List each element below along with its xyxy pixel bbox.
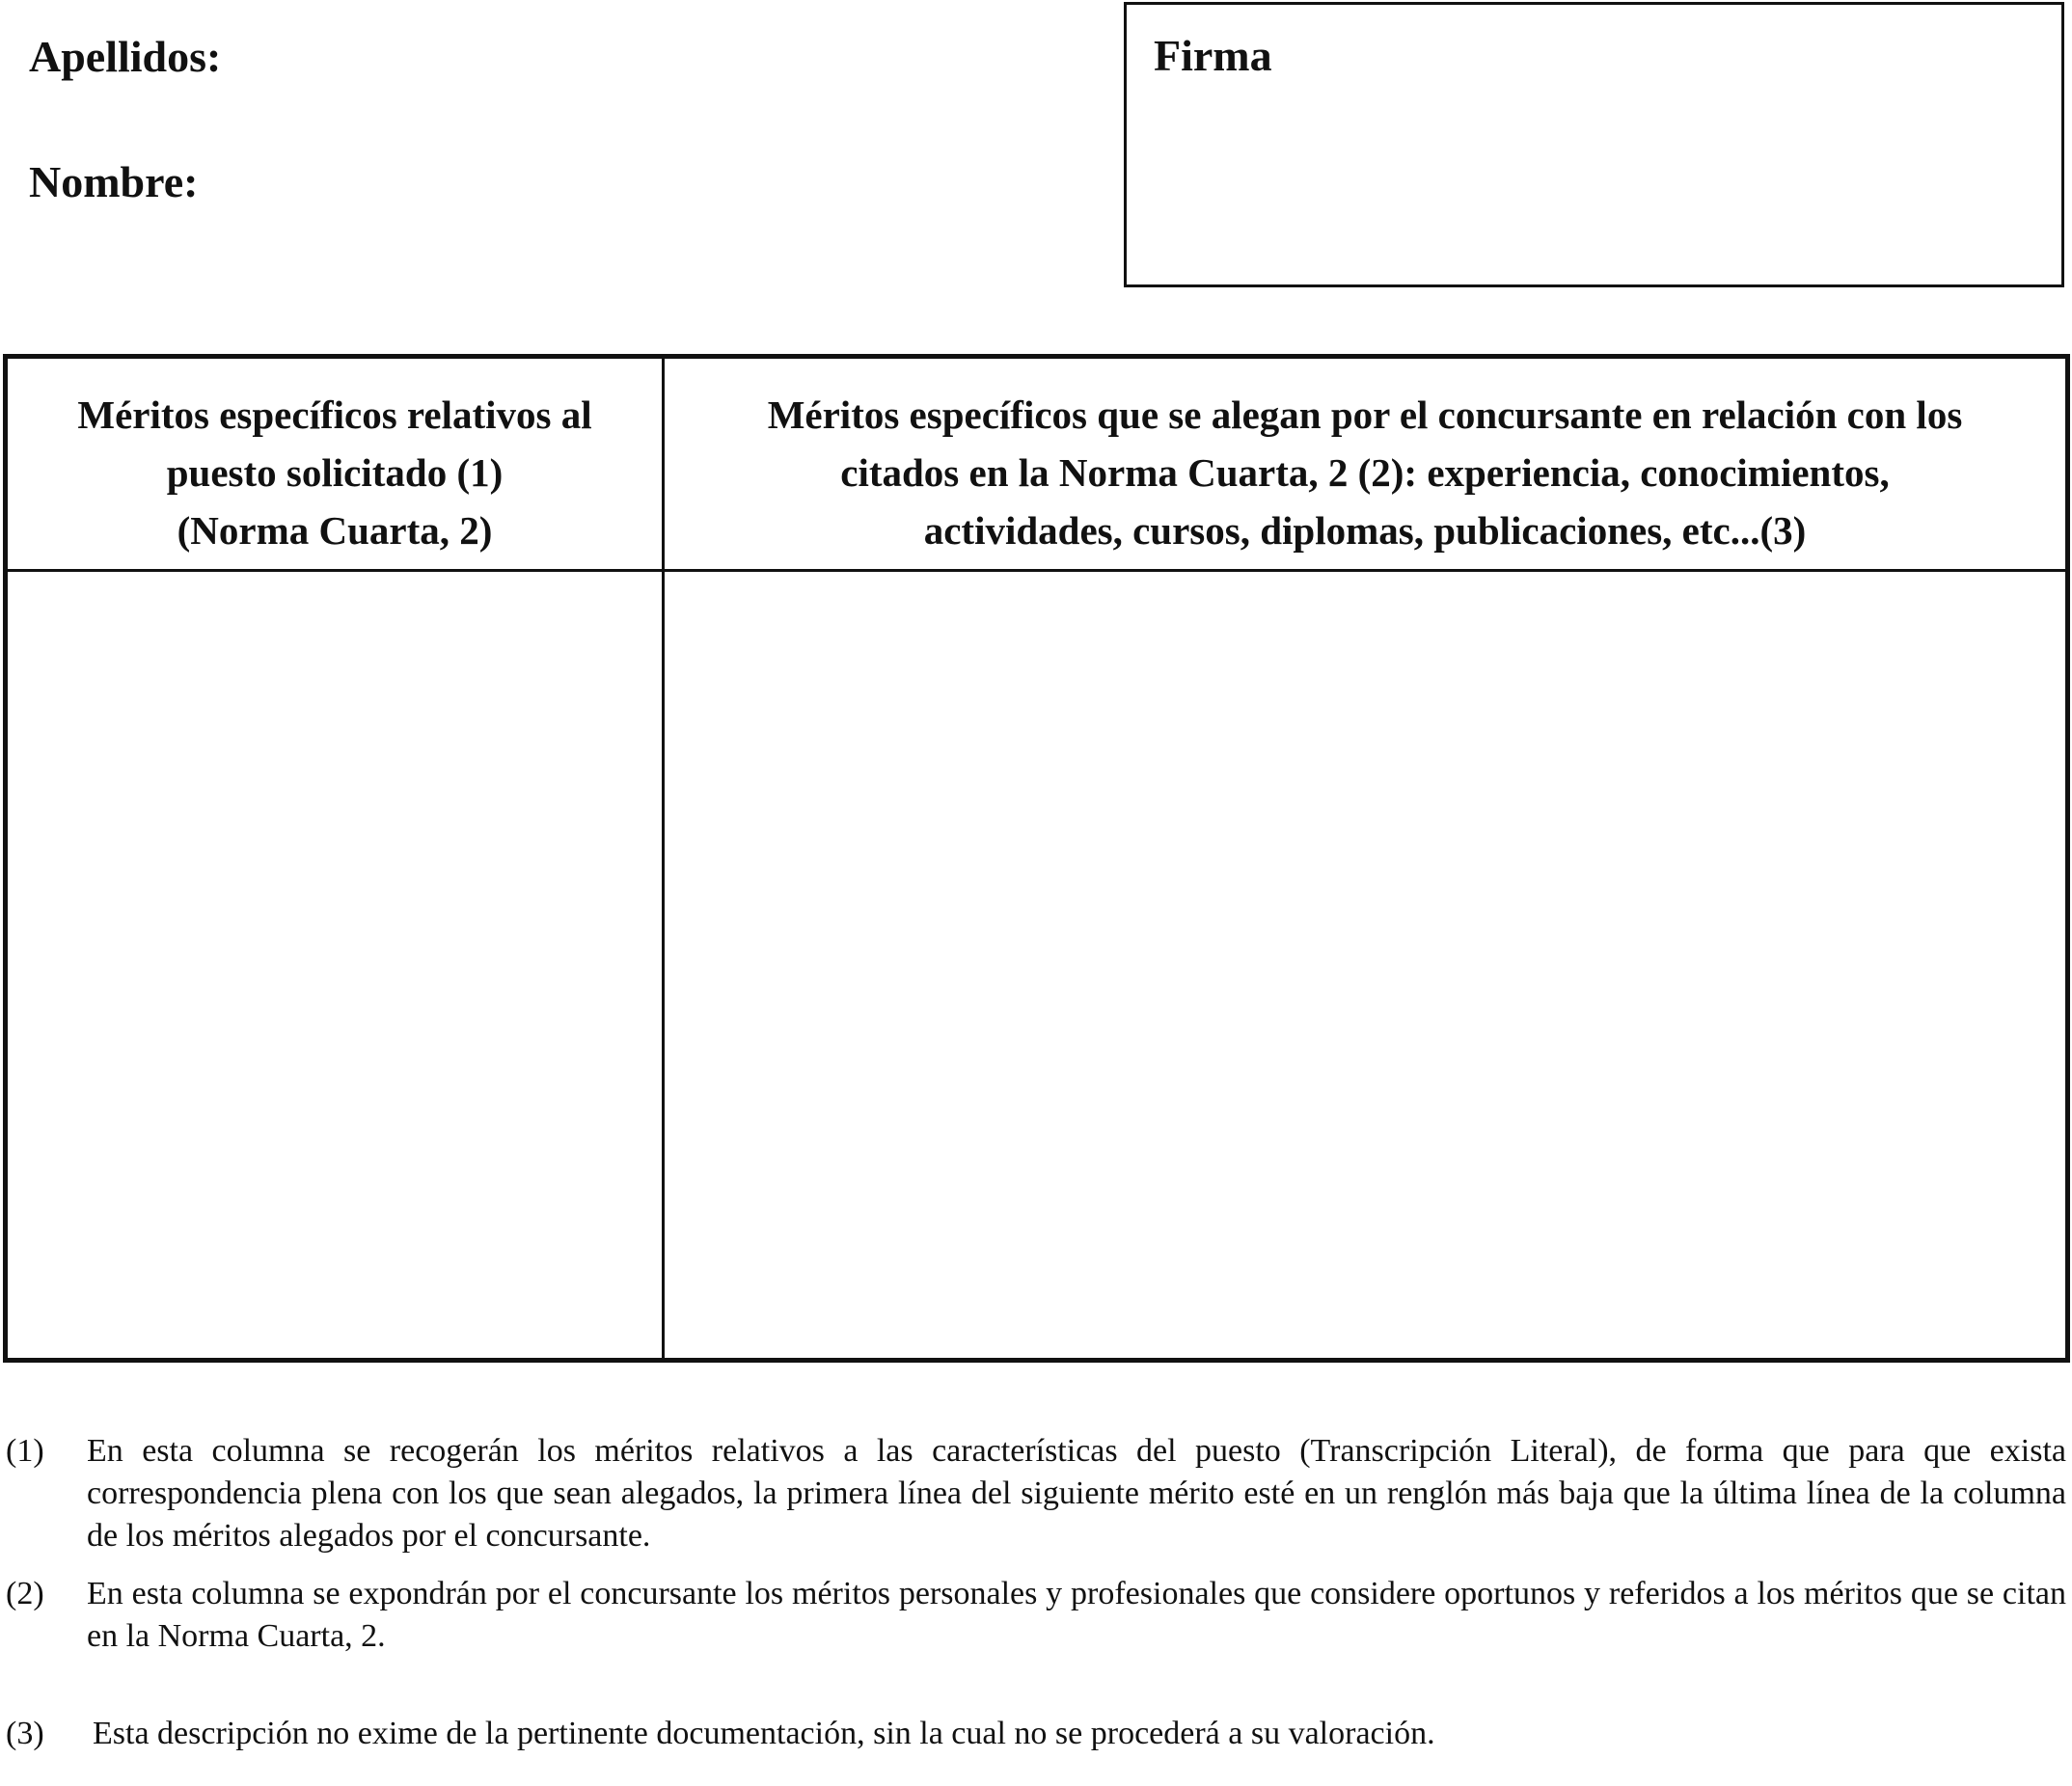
footnote-1: [6, 1430, 2066, 1557]
merits-table: [3, 354, 2070, 1363]
footnote-text: En esta columna se recogerán los méritos relativos a las características del puesto (Transcripción Literal), de forma que para que exista correspondencia plena con los que sean alegados, la primera línea del siguiente mérito esté en un renglón más baja que la última línea de la columna de los méritos alegados por el concursante.: [87, 1433, 2066, 1554]
footnote-text: En esta columna se expondrán por el concursante los méritos personales y profesionales que considere oportunos y referidos a los méritos que se citan en la Norma Cuarta, 2.: [87, 1576, 2066, 1654]
col2-header-line: actividades, cursos, diplomas, publicaciones, etc...(3): [923, 508, 1807, 553]
col2-header-line: citados en la Norma Cuarta, 2 (2): experiencia, conocimientos,: [840, 450, 1890, 495]
firma-label: Firma: [1154, 31, 1272, 80]
col1-header: [8, 386, 662, 559]
nombre-label: Nombre:: [29, 157, 199, 206]
footnote-number: (1): [6, 1433, 44, 1469]
col2-header: [665, 386, 2065, 559]
footnote-2: [6, 1573, 2066, 1658]
col1-body-cell[interactable]: [8, 572, 662, 1358]
apellidos-label: Apellidos:: [29, 32, 222, 81]
col2-header-line: Méritos específicos que se alegan por el concursante en relación con los: [767, 392, 1963, 437]
col1-header-line: (Norma Cuarta, 2): [177, 508, 493, 553]
col1-header-line: Méritos específicos relativos al: [77, 392, 592, 437]
col2-body-cell[interactable]: [665, 572, 2065, 1358]
col1-header-line: puesto solicitado (1): [166, 450, 504, 495]
footnote-text: Esta descripción no exime de la pertinente documentación, sin la cual no se procederá a su valoración.: [93, 1716, 1435, 1751]
footnote-number: (2): [6, 1576, 44, 1611]
firma-box[interactable]: [1124, 2, 2064, 287]
footnote-3: [6, 1713, 2066, 1755]
footnote-number: (3): [6, 1716, 44, 1751]
